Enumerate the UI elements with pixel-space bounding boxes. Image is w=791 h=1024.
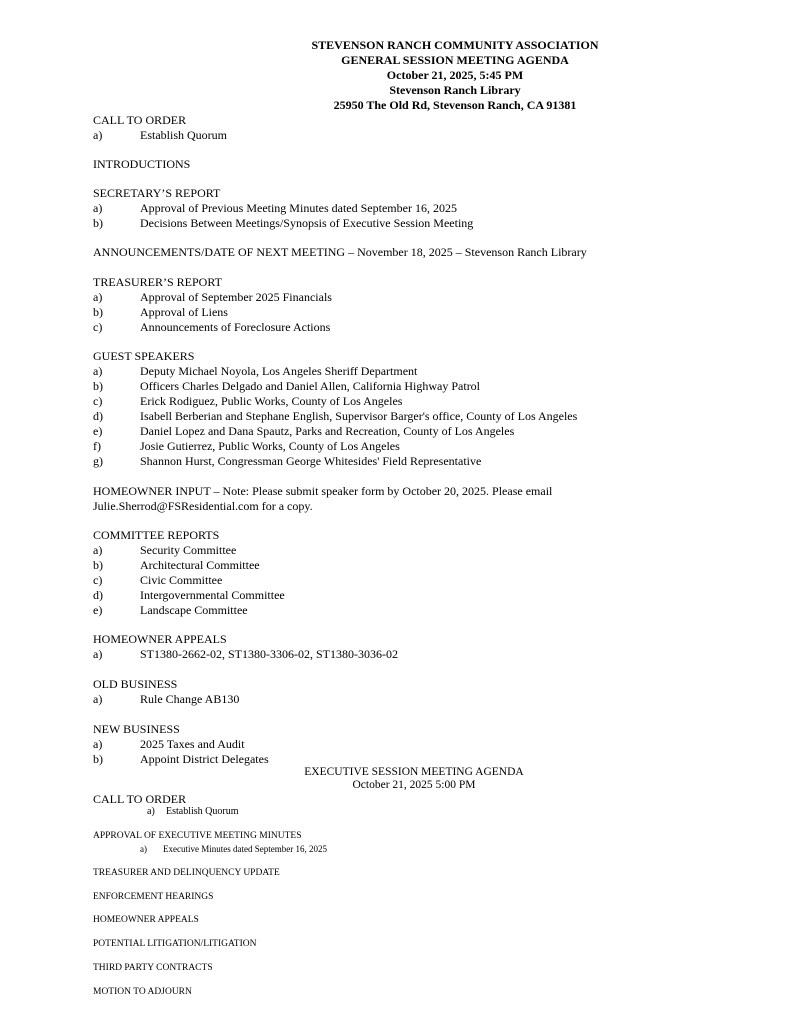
- item-letter: d): [93, 588, 103, 602]
- item-letter: b): [93, 216, 103, 230]
- section-heading: THIRD PARTY CONTRACTS: [93, 963, 213, 973]
- item-text: Isabell Berberian and Stephane English, Supervisor Barger's office, County of Los Angeles: [140, 409, 578, 423]
- item-letter: a): [93, 128, 103, 142]
- item-text: Executive Minutes dated September 16, 2025: [163, 844, 327, 854]
- item-letter: c): [93, 320, 103, 334]
- item-letter: b): [93, 379, 103, 393]
- item-text: Landscape Committee: [140, 603, 248, 617]
- item-letter: f): [93, 439, 101, 453]
- section-heading: GUEST SPEAKERS: [93, 349, 195, 363]
- association-name: STEVENSON RANCH COMMUNITY ASSOCIATION: [311, 38, 599, 52]
- section-heading: COMMITTEE REPORTS: [93, 528, 220, 542]
- item-letter: g): [93, 454, 103, 468]
- item-text: Security Committee: [140, 543, 237, 557]
- section-heading: CALL TO ORDER: [93, 113, 187, 127]
- homeowner-input-email[interactable]: Julie.Sherrod@FSResidential.com for a copy.: [93, 499, 313, 513]
- section-heading: INTRODUCTIONS: [93, 157, 191, 171]
- item-text: Intergovernmental Committee: [140, 588, 285, 602]
- homeowner-input-note: HOMEOWNER INPUT – Note: Please submit speaker form by October 20, 2025. Please email: [93, 484, 553, 498]
- item-letter: a): [93, 364, 103, 378]
- item-letter: a): [93, 543, 103, 557]
- item-text: 2025 Taxes and Audit: [140, 737, 245, 751]
- item-letter: a): [93, 692, 103, 706]
- item-letter: a): [93, 201, 103, 215]
- section-heading: TREASURER AND DELINQUENCY UPDATE: [93, 868, 280, 878]
- item-text: Deputy Michael Noyola, Los Angeles Sheriff Department: [140, 364, 418, 378]
- section-heading: SECRETARY’S REPORT: [93, 186, 221, 200]
- item-letter: e): [93, 424, 103, 438]
- item-text: Approval of Liens: [140, 305, 228, 319]
- item-text: Rule Change AB130: [140, 692, 240, 706]
- item-letter: c): [93, 394, 103, 408]
- item-letter: a): [93, 737, 103, 751]
- item-letter: b): [93, 558, 103, 572]
- item-text: ST1380-2662-02, ST1380-3306-02, ST1380-3036-02: [140, 647, 398, 661]
- item-letter: b): [93, 752, 103, 766]
- section-heading: APPROVAL OF EXECUTIVE MEETING MINUTES: [93, 831, 302, 841]
- section-heading: ANNOUNCEMENTS/DATE OF NEXT MEETING – November 18, 2025 – Stevenson Ranch Library: [93, 245, 587, 259]
- item-text: Daniel Lopez and Dana Spautz, Parks and Recreation, County of Los Angeles: [140, 424, 515, 438]
- item-letter: e): [93, 603, 103, 617]
- section-heading: POTENTIAL LITIGATION/LITIGATION: [93, 939, 257, 949]
- item-text: Officers Charles Delgado and Daniel Allen, California Highway Patrol: [140, 379, 481, 393]
- item-letter: c): [93, 573, 103, 587]
- item-text: Civic Committee: [140, 573, 223, 587]
- section-heading: ENFORCEMENT HEARINGS: [93, 892, 214, 902]
- item-text: Announcements of Foreclosure Actions: [140, 320, 331, 334]
- item-text: Establish Quorum: [166, 806, 239, 817]
- item-letter: a): [93, 647, 103, 661]
- section-heading: HOMEOWNER APPEALS: [93, 915, 199, 925]
- item-text: Decisions Between Meetings/Synopsis of Executive Session Meeting: [140, 216, 474, 230]
- meeting-venue: Stevenson Ranch Library: [389, 83, 521, 97]
- meeting-address: 25950 The Old Rd, Stevenson Ranch, CA 91381: [333, 98, 577, 112]
- section-heading: CALL TO ORDER: [93, 792, 187, 806]
- item-text: Erick Rodiguez, Public Works, County of Los Angeles: [140, 394, 403, 408]
- item-letter: b): [93, 305, 103, 319]
- executive-agenda-title: EXECUTIVE SESSION MEETING AGENDA: [304, 766, 524, 778]
- section-heading: TREASURER’S REPORT: [93, 275, 222, 289]
- section-heading: HOMEOWNER APPEALS: [93, 632, 227, 646]
- item-text: Architectural Committee: [140, 558, 260, 572]
- item-text: Appoint District Delegates: [140, 752, 269, 766]
- section-heading: NEW BUSINESS: [93, 722, 180, 736]
- item-letter: d): [93, 409, 103, 423]
- item-letter: a): [140, 844, 147, 854]
- item-text: Josie Gutierrez, Public Works, County of Los Angeles: [140, 439, 400, 453]
- section-heading: MOTION TO ADJOURN: [93, 987, 192, 997]
- meeting-date: October 21, 2025, 5:45 PM: [386, 68, 524, 82]
- item-text: Approval of September 2025 Financials: [140, 290, 332, 304]
- item-text: Shannon Hurst, Congressman George Whitesides' Field Representative: [140, 454, 482, 468]
- agenda-title: GENERAL SESSION MEETING AGENDA: [341, 53, 569, 67]
- item-text: Approval of Previous Meeting Minutes dated September 16, 2025: [140, 201, 457, 215]
- executive-agenda-date: October 21, 2025 5:00 PM: [352, 779, 476, 791]
- item-letter: a): [93, 290, 103, 304]
- item-letter: a): [147, 806, 155, 817]
- section-heading: OLD BUSINESS: [93, 677, 178, 691]
- item-text: Establish Quorum: [140, 128, 227, 142]
